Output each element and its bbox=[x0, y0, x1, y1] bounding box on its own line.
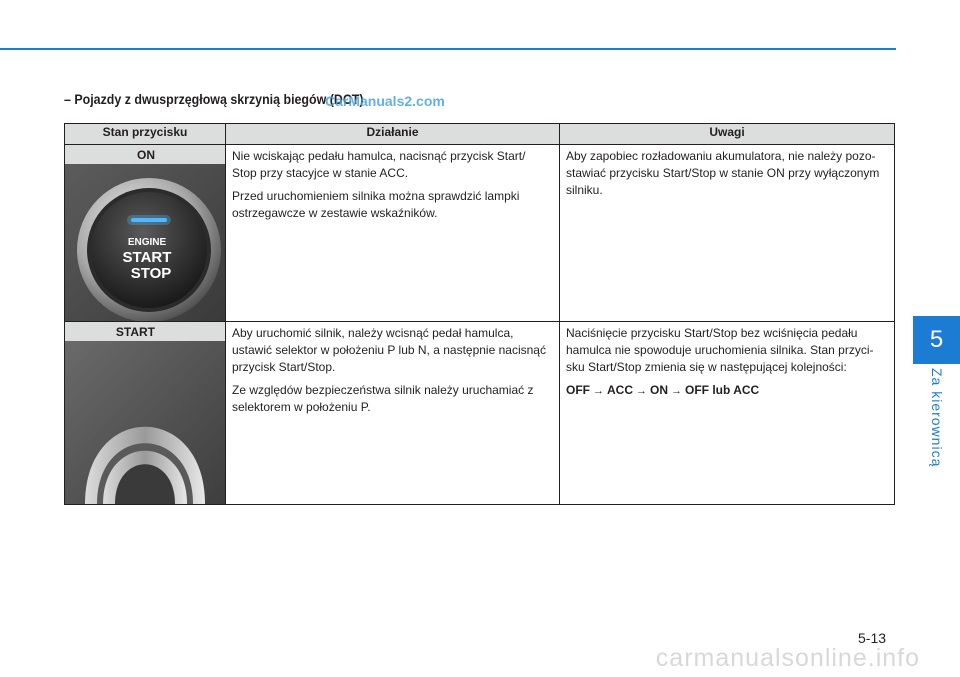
state-sequence bbox=[566, 382, 888, 400]
section-heading: – Pojazdy z dwusprzęgłową skrzynią biegów (DCT) bbox=[64, 92, 364, 107]
page-number: 5-13 bbox=[858, 630, 887, 646]
button-ring-closeup-image bbox=[65, 341, 225, 504]
state-label-start: START bbox=[65, 322, 225, 341]
chapter-tab: 5 bbox=[913, 316, 960, 364]
watermark-bottom: carmanualsonline.info bbox=[655, 644, 920, 672]
notes-cell-on bbox=[560, 145, 895, 322]
button-text-start: START bbox=[122, 249, 172, 266]
button-state-table bbox=[64, 123, 895, 505]
action-text: Nie wciskając pedału hamulca, nacisnąć przycisk Start/ Stop przy stacyjce w stanie ACC. bbox=[232, 149, 526, 180]
seq-off-or-acc: OFF lub ACC bbox=[685, 383, 760, 397]
button-text-stop: STOP bbox=[130, 265, 172, 282]
table-header-row bbox=[65, 124, 895, 145]
arrow-right-icon: → bbox=[636, 385, 647, 397]
header-action: Działanie bbox=[226, 124, 560, 145]
state-label-on: ON bbox=[65, 145, 225, 164]
button-text-engine: ENGINE bbox=[127, 237, 167, 248]
engine-start-stop-button-image bbox=[65, 164, 225, 321]
action-cell-start bbox=[226, 322, 560, 505]
table-row-start bbox=[65, 322, 895, 505]
chapter-label: Za kierownicą bbox=[929, 368, 945, 468]
seq-acc: ACC bbox=[607, 383, 633, 397]
action-text: Przed uruchomieniem silnika można sprawdzić lampki ostrzegawcze w zestawie wskaźników. bbox=[232, 189, 520, 220]
state-cell-on bbox=[65, 145, 226, 322]
arrow-right-icon: → bbox=[671, 385, 682, 397]
seq-off: OFF bbox=[566, 383, 590, 397]
notes-text: Aby zapobiec rozładowaniu akumulatora, nie należy pozo- stawiać przycisku Start/Stop w stanie ON przy wyłączonym silniku. bbox=[566, 149, 880, 197]
notes-cell-start bbox=[560, 322, 895, 505]
arrow-right-icon: → bbox=[593, 385, 604, 397]
header-state: Stan przycisku bbox=[65, 124, 226, 145]
seq-on: ON bbox=[650, 383, 668, 397]
watermark-top: CarManuals2.com bbox=[325, 93, 445, 109]
action-text: Aby uruchomić silnik, należy wcisnąć pedał hamulca, ustawić selektor w położeniu P lub N, a następnie nacisnąć przycisk Start/Stop. bbox=[232, 326, 546, 374]
top-rule bbox=[0, 48, 896, 50]
action-cell-on bbox=[226, 145, 560, 322]
action-text: Ze względów bezpieczeństwa silnik należy uruchamiać z selektorem w położeniu P. bbox=[232, 383, 534, 414]
state-cell-start bbox=[65, 322, 226, 505]
header-notes: Uwagi bbox=[560, 124, 895, 145]
notes-text: Naciśnięcie przycisku Start/Stop bez wciśnięcia pedału hamulca nie spowoduje uruchomienia silnika. Stan przyci- sku Start/Stop zmienia się w następującej kolejności: bbox=[566, 326, 874, 374]
table-row-on bbox=[65, 145, 895, 322]
